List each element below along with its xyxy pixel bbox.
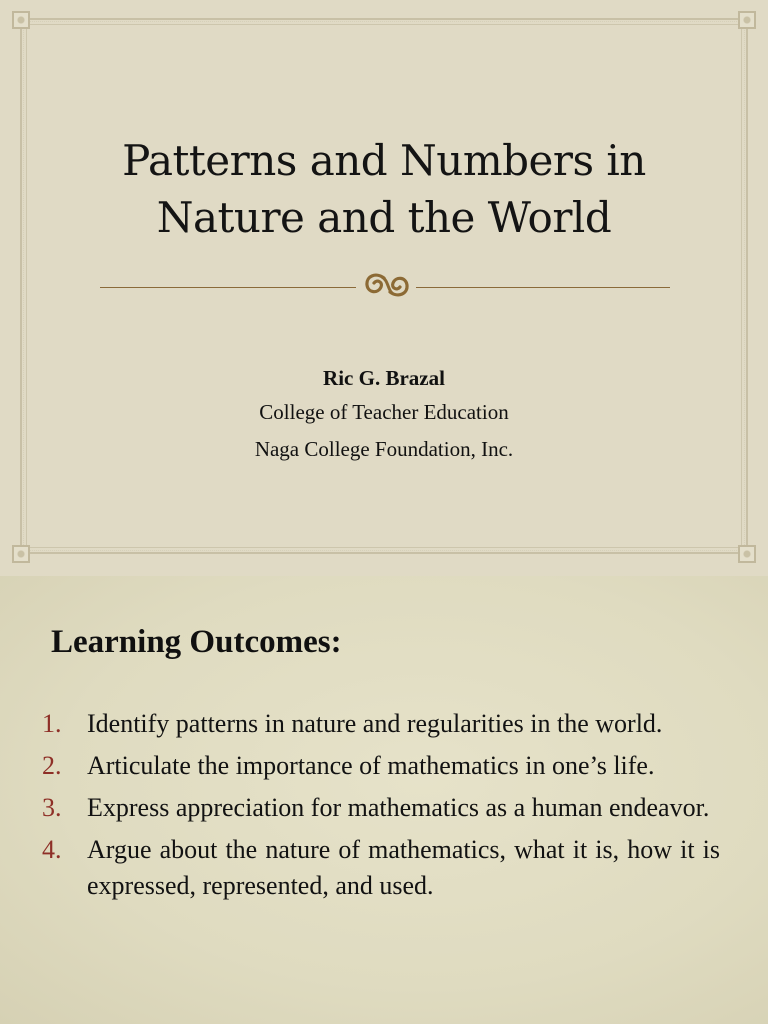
- list-item-number: 1.: [42, 709, 62, 738]
- list-item: [42, 748, 720, 784]
- list-item-number: 3.: [42, 793, 62, 822]
- list-item-text: Express appreciation for mathematics as a human endeavor.: [87, 793, 710, 822]
- list-item-text: Articulate the importance of mathematics in one’s life.: [87, 751, 655, 780]
- list-item-text: Identify patterns in nature and regularities in the world.: [87, 709, 663, 738]
- slide-title: [60, 132, 708, 246]
- title-divider: [100, 276, 670, 296]
- divider-line-right: [416, 287, 670, 288]
- list-item-text: Argue about the nature of mathematics, what it is, how it is expressed, represented, and used.: [87, 835, 720, 900]
- list-item: [42, 832, 720, 904]
- learning-outcomes-slide: [0, 576, 768, 1024]
- divider-line-left: [100, 287, 356, 288]
- author-institution: Naga College Foundation, Inc.: [254, 437, 514, 461]
- author-name: Ric G. Brazal: [323, 366, 445, 390]
- slide-title-line-2: Nature and the World: [156, 193, 612, 242]
- list-item-number: 4.: [42, 835, 62, 864]
- corner-ornament-icon: [738, 11, 756, 29]
- scroll-flourish-icon: [362, 270, 412, 300]
- corner-ornament-icon: [738, 545, 756, 563]
- corner-ornament-icon: [12, 11, 30, 29]
- list-item: [42, 706, 720, 742]
- author-block: [60, 362, 708, 468]
- author-college: College of Teacher Education: [259, 400, 509, 424]
- list-item-number: 2.: [42, 751, 62, 780]
- slide-title-line-1: Patterns and Numbers in: [122, 136, 646, 185]
- outcomes-list: [42, 706, 720, 910]
- corner-ornament-icon: [12, 545, 30, 563]
- outcomes-heading: Learning Outcomes:: [51, 624, 342, 660]
- list-item: [42, 790, 720, 826]
